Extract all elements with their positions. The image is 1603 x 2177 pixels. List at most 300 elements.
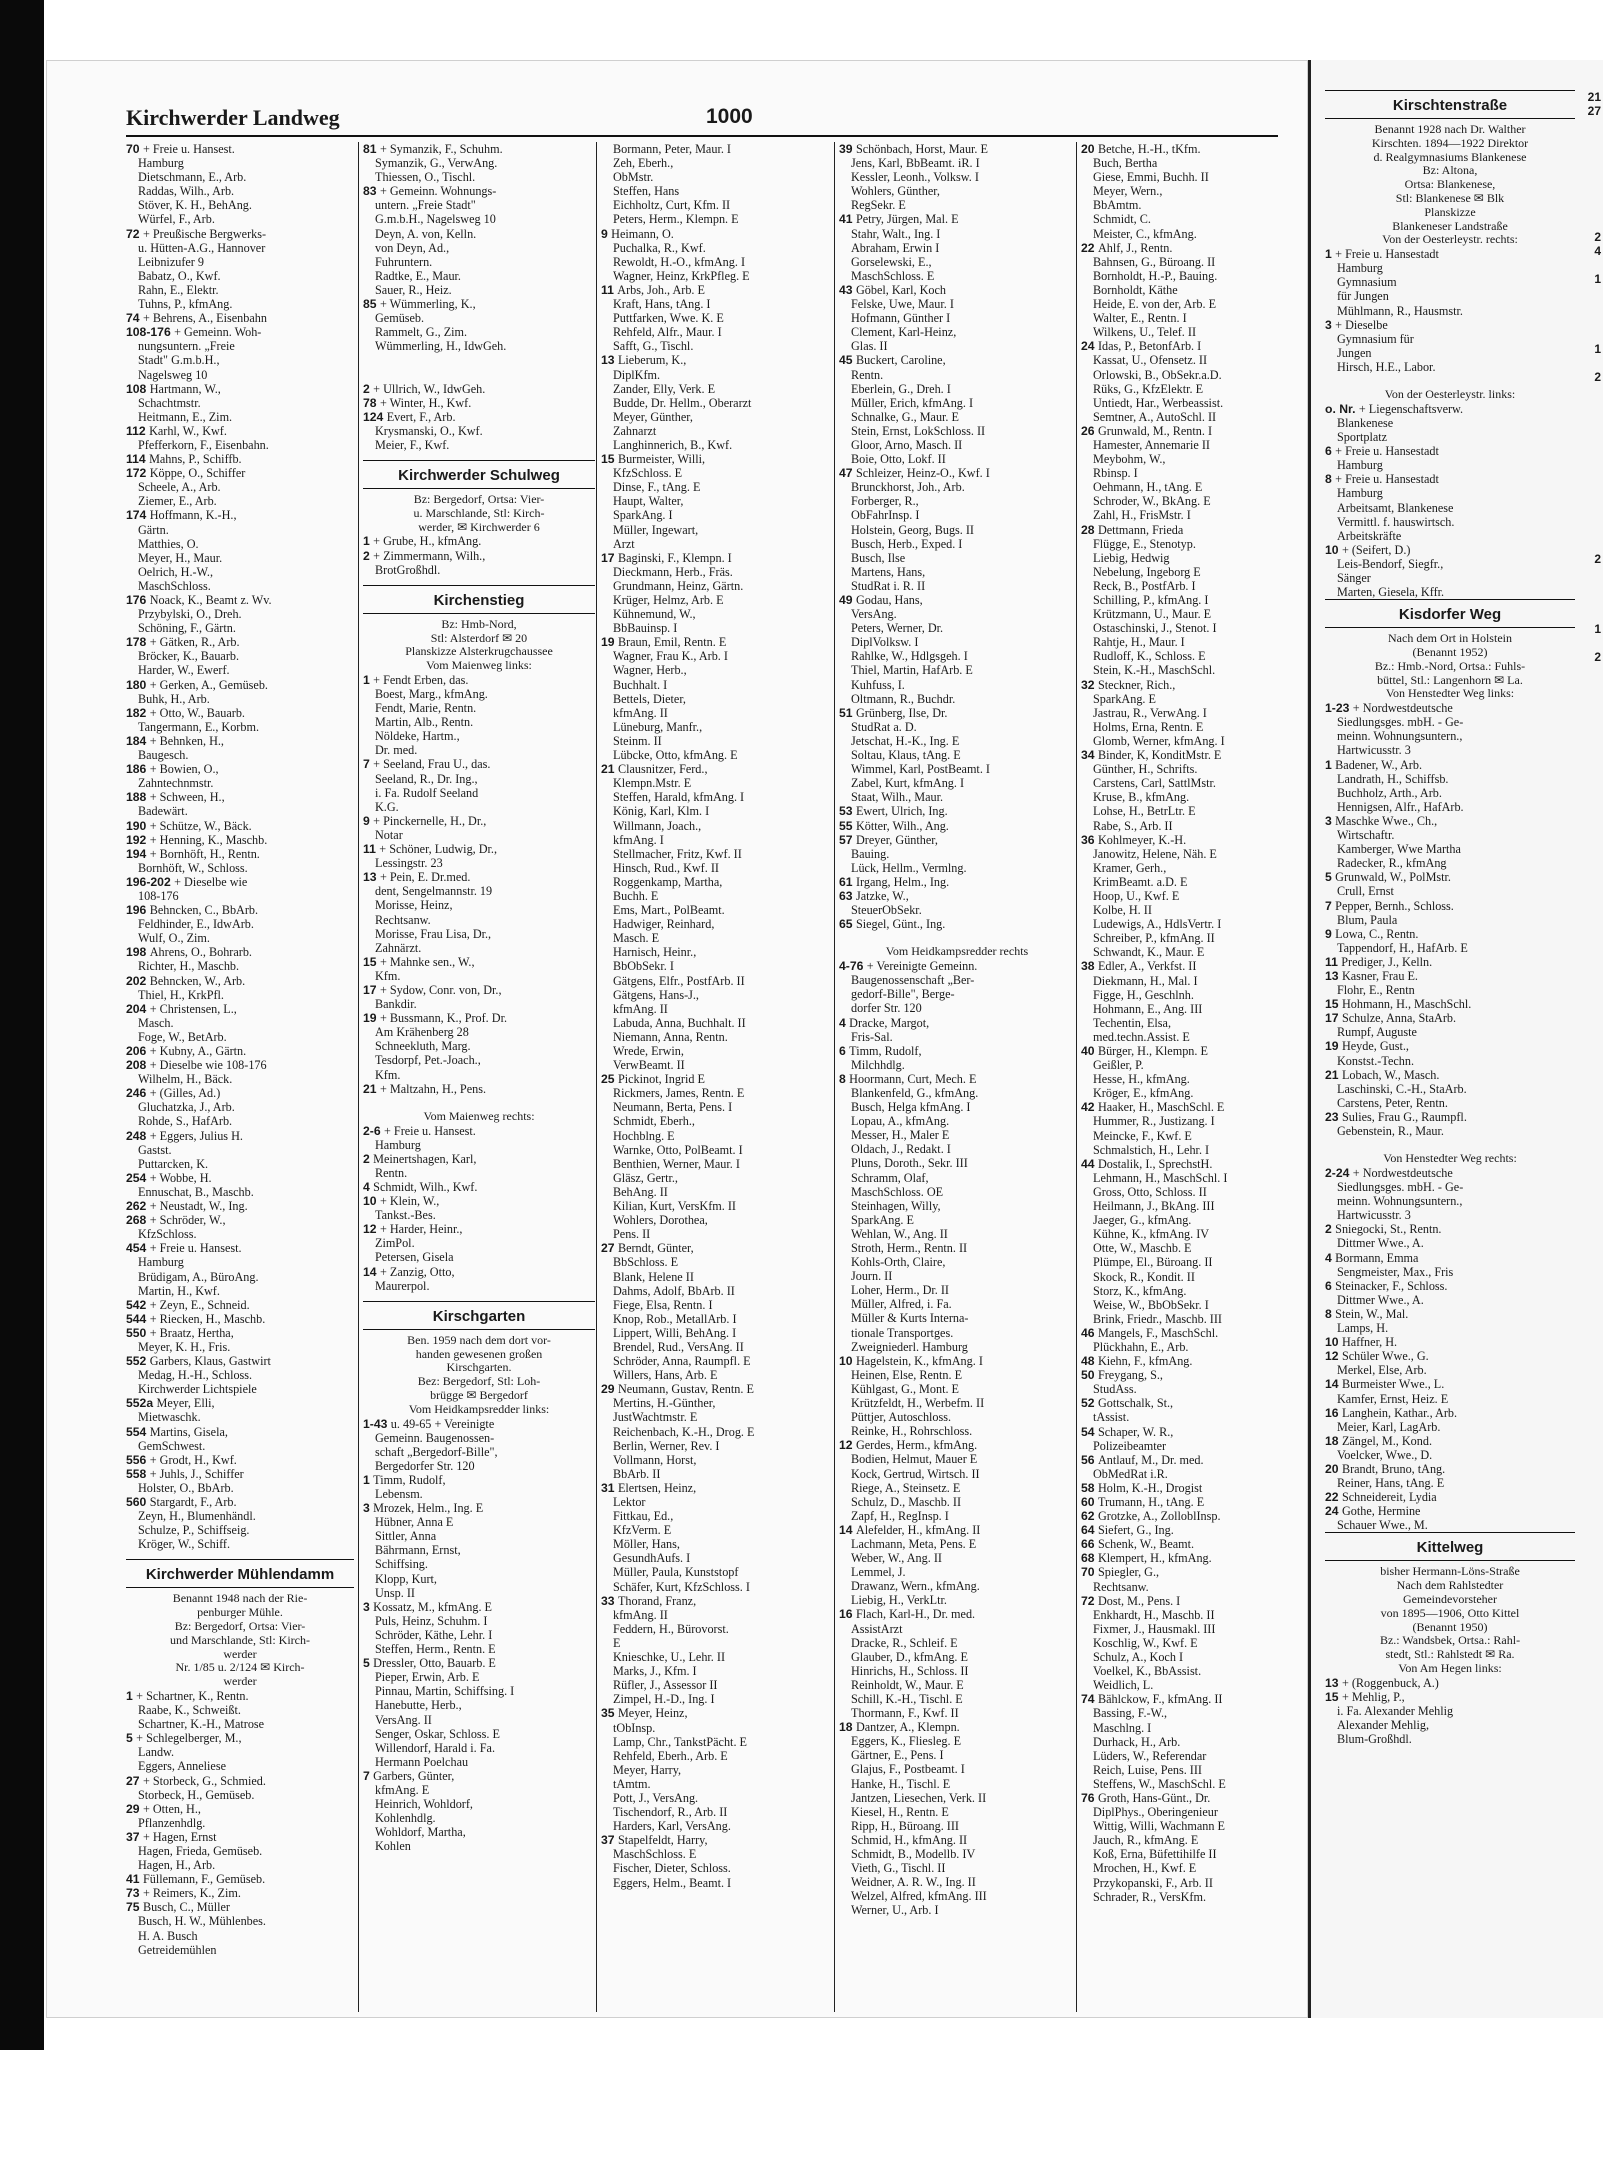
entry-text: Krützmann, U., Maur. E [1093,607,1212,622]
entry-text: + Harder, Heinr., [379,1222,463,1237]
edge-number [1581,286,1601,300]
entry-text: Voelkel, K., BbAssist. [1093,1664,1202,1679]
column-3 [596,142,833,2012]
directory-entry [601,847,833,861]
house-number: 1 [363,1472,374,1487]
entry-text: Hesse, H., kfmAng. [1093,1072,1190,1087]
house-number: 62 [1081,1509,1098,1524]
directory-entry [839,353,1075,367]
entry-text: Busch, Herb., Exped. I [851,536,963,551]
entry-text: Stargardt, F., Arb. [149,1495,237,1509]
directory-entry [601,142,833,156]
entry-text: Holm, K.-H., Drogist [1097,1480,1203,1495]
entry-text: + (Roggenbuck, A.) [1341,1675,1439,1690]
directory-entry [126,1788,354,1802]
entry-text: Stein, W., Mal. [1335,1306,1409,1321]
directory-entry [839,212,1075,226]
directory-entry [126,212,354,226]
house-number: 81 [363,142,380,156]
directory-entry [1081,227,1291,241]
entry-text: Thiel, Martin, HafArb. E [851,663,973,678]
directory-entry [363,1445,595,1459]
entry-text: + Freie u. Hansestadt [1335,472,1439,487]
entry-text: Krysmanski, O., Kwf. [375,423,483,438]
entry-text: Meier, F., Kwf. [375,437,450,452]
entry-text: Evert, F., Arb. [386,409,456,424]
house-number: 1-23 [1325,701,1353,716]
directory-entry [126,861,354,875]
entry-text: Sauer, R., Heiz. [375,282,452,297]
entry-text: Giese, Emmi, Buchh. II [1093,170,1209,185]
directory-entry [1325,1349,1575,1363]
edge-number [1581,412,1601,426]
entry-text: Mietwaschk. [138,1410,201,1425]
entry-text: Weise, W., BbObSekr. I [1093,1297,1209,1312]
entry-text: Zeh, Eberh., [613,156,674,171]
directory-entry [839,1058,1075,1072]
directory-entry [601,875,833,889]
entry-text: Timm, Rudolf, [849,1043,922,1058]
directory-entry [126,621,354,635]
directory-entry [839,1213,1075,1227]
entry-text: Schmidt, Eberh., [613,1114,695,1129]
directory-entry [601,1129,833,1143]
directory-entry [1081,1255,1291,1269]
directory-entry [1081,1157,1291,1171]
section-note: Bz: Altona, [1422,163,1478,178]
directory-entry [839,903,1075,917]
entry-text: Jens, Karl, BbBeamt. iR. I [851,156,980,171]
directory-entry [601,1016,833,1030]
directory-entry [363,1557,595,1571]
house-number: 57 [839,832,856,847]
entry-text: + Nordwestdeutsche [1352,701,1453,716]
directory-entry [601,931,833,945]
house-number: 248 [126,1128,150,1143]
directory-entry [126,974,354,988]
entry-text: Schmalstich, H., Lehr. I [1093,1142,1210,1157]
entry-text: Stadt" G.m.b.H., [138,353,220,368]
house-number: 1 [363,534,374,549]
entry-text: Grunwald, W., PolMstr. [1335,870,1451,885]
house-number: 184 [126,733,150,748]
entry-text: Abraham, Erwin I [851,240,940,255]
directory-entry [1325,571,1575,585]
entry-text: Müller & Kurts Interna- [851,1311,969,1326]
entry-text: Blank, Helene II [613,1269,694,1284]
house-number: 10 [1325,1335,1342,1350]
directory-entry [363,353,595,367]
directory-entry [839,1382,1075,1396]
entry-text: Kock, Gertrud, Wirtsch. II [851,1466,980,1481]
directory-entry [839,635,1075,649]
directory-entry [839,973,1075,987]
directory-entry [839,565,1075,579]
directory-entry [126,297,354,311]
entry-text: Zahl, H., FrisMstr. I [1093,508,1191,523]
house-number: 50 [1081,1368,1098,1383]
section-note: Stl: Blankenese ✉ Blk [1395,190,1505,205]
edge-number: 1 [1594,342,1601,356]
edge-number: 21 [1587,90,1601,104]
house-number: 21 [1325,1067,1342,1082]
entry-text: Bährmann, Ernst, [375,1543,461,1558]
entry-text: Vollmann, Horst, [613,1452,697,1467]
directory-entry [1325,1490,1575,1504]
house-number: 15 [601,452,618,467]
directory-entry [1081,579,1291,593]
entry-text: Glas. II [851,339,888,354]
entry-text: Gymnasium für [1337,331,1414,346]
house-number: 28 [1081,522,1098,537]
entry-text: Polizeibeamter [1093,1438,1167,1453]
entry-text: Pepper, Bernh., Schloss. [1335,898,1454,913]
entry-text: Kühlgast, G., Mont. E [851,1381,959,1396]
directory-entry [126,1872,354,1886]
entry-text: Puls, Heinz, Schuhm. I [375,1613,488,1628]
entry-text: Rentn. [375,1165,408,1180]
directory-entry [601,170,833,184]
entry-text: + Reimers, K., Zim. [142,1886,241,1901]
entry-text: + Pein, E. Dr.med. [379,870,471,885]
entry-text: JustWachtmstr. E [613,1410,698,1425]
entry-text: tObInsp. [613,1720,656,1735]
directory-entry [1325,969,1575,983]
directory-entry [363,563,595,577]
entry-text: Enkhardt, H., Maschb. II [1093,1607,1215,1622]
entry-text: + Klein, W., [379,1194,440,1209]
entry-text: Schnalke, G., Maur. E [851,409,959,424]
directory-entry [363,927,595,941]
entry-text: Bodien, Helmut, Mauer E [851,1452,978,1467]
entry-text: Buchholz, Arth., Arb. [1337,785,1442,800]
entry-text: Dostalik, I., SprechstH. [1097,1156,1213,1171]
directory-entry [1081,1199,1291,1213]
entry-text: u. Hütten-A.G., Hannover [138,240,266,255]
directory-entry [1081,875,1291,889]
entry-text: Ludewigs, A., HdlsVertr. I [1093,917,1222,932]
directory-entry [839,1678,1075,1692]
entry-text: Raabe, K., Schweißt. [138,1703,241,1718]
entry-text: Gemüseb. [375,311,425,326]
entry-text: + Otten, H., [142,1801,201,1816]
directory-entry [1325,1377,1575,1391]
entry-text: von Deyn, Ad., [375,240,450,255]
directory-entry [126,1044,354,1058]
directory-entry [126,1086,354,1100]
house-number: 188 [126,790,150,805]
directory-entry [839,678,1075,692]
directory-entry [1325,870,1575,884]
directory-entry [126,1467,354,1481]
edge-number [1581,496,1601,510]
entry-text: Loher, Herm., Dr. II [851,1283,949,1298]
entry-text: Pinnau, Martin, Schiffsing. I [375,1684,515,1699]
directory-entry [363,198,595,212]
house-number: 1 [1325,757,1336,772]
directory-entry [1081,382,1291,396]
entry-text: Petry, Jürgen, Mal. E [855,212,959,227]
entry-text: Masch. E [613,931,660,946]
directory-entry [601,1298,833,1312]
entry-text: Orlowski, B., ObSekr.a.D. [1093,367,1222,382]
directory-entry [1325,743,1575,757]
house-number: 16 [839,1607,856,1622]
scan-border-left [0,0,44,2050]
entry-text: + Henning, K., Maschb. [149,832,268,847]
directory-entry [126,311,354,325]
directory-entry [1081,1030,1291,1044]
entry-text: Lebensm. [375,1487,423,1501]
directory-entry [601,748,833,762]
entry-text: Schleizer, Heinz-O., Kwf. I [855,466,990,481]
entry-text: + Gemeinn. Woh- [174,325,262,340]
entry-text: + Gätken, R., Arb. [149,635,240,650]
entry-text: Schneidereit, Lydia [1341,1490,1437,1505]
house-number: 454 [126,1241,150,1256]
entry-text: Eggers, Anneliese [138,1759,226,1774]
entry-text: Konstst.-Techn. [1337,1053,1414,1068]
directory-entry [839,1481,1075,1495]
directory-entry [126,424,354,438]
directory-entry [363,156,595,170]
directory-entry [601,1185,833,1199]
directory-entry [1325,884,1575,898]
directory-entry [363,828,595,842]
entry-text: Leis-Bendorf, Siegfr., [1337,556,1444,571]
directory-entry [601,1467,833,1481]
directory-entry [1325,1068,1575,1082]
entry-text: Lübcke, Otto, kfmAng. E [613,748,738,763]
directory-entry [1325,1476,1575,1490]
directory-entry [1081,762,1291,776]
directory-entry [601,1157,833,1171]
directory-entry [839,804,1075,818]
entry-text: Püttjer, Autoschloss. [851,1410,952,1425]
entry-text: Bankdir. [375,997,417,1012]
directory-entry [363,438,595,452]
entry-text: Kohls-Orth, Claire, [851,1255,946,1270]
entry-text: + Seeland, Frau U., das. [373,757,491,772]
directory-entry [1081,1410,1291,1424]
directory-entry [1325,1166,1575,1180]
entry-text: Meinertshagen, Karl, [373,1151,477,1166]
house-number: 198 [126,945,150,960]
entry-text: Brendel, Rud., VersAng. II [613,1339,744,1354]
section-note: Ben. 1959 nach dem dort vor- [407,1332,551,1347]
directory-entry [839,1283,1075,1297]
directory-entry [839,1156,1075,1170]
entry-text: Hinrichs, H., Schloss. II [851,1663,969,1678]
directory-entry [1081,959,1291,973]
directory-entry [1081,212,1291,226]
directory-entry [1081,198,1291,212]
house-number: 204 [126,1001,150,1016]
entry-text: Lehmann, H., MaschSchl. I [1093,1170,1228,1185]
directory-entry [126,1114,354,1128]
entry-text: Gastst. [138,1142,172,1157]
entry-text: Schüler Wwe., G. [1341,1349,1429,1364]
entry-text: Sengmeister, Max., Fris [1337,1264,1454,1279]
page-header [126,105,1278,137]
house-number: 37 [601,1833,618,1848]
directory-entry [839,480,1075,494]
directory-entry [1081,494,1291,508]
entry-text: Mahns, P., Schiffb. [149,452,242,467]
directory-entry [1081,945,1291,959]
directory-entry [839,184,1075,198]
entry-text: untern. „Freie Stadt" [375,198,476,213]
directory-columns [126,142,1278,2012]
directory-entry [126,1858,354,1872]
entry-text: Langhein, Kathar., Arb. [1341,1405,1458,1420]
house-number: 40 [1081,1044,1098,1058]
entry-text: Hamester, Annemarie II [1093,437,1210,452]
entry-text: Safft, G., Tischl. [613,339,694,354]
entry-text: VersAng. II [375,1712,432,1727]
entry-text: MaschSchloss. E [613,1847,697,1862]
house-number: 21 [363,1081,380,1096]
directory-entry [601,861,833,875]
edge-number [1581,202,1601,216]
edge-number [1581,510,1601,524]
directory-entry [1081,1382,1291,1396]
entry-text: Alefelder, H., kfmAng. II [855,1522,981,1537]
directory-entry [839,1072,1075,1086]
entry-text: Wulf, O., Zim. [138,931,210,946]
entry-text: Grünberg, Ilse, Dr. [855,705,948,720]
entry-text: Müller, Erich, kfmAng. I [851,395,974,410]
column-2 [358,142,595,2012]
entry-text: Wümmerling, H., IdwGeh. [375,339,507,354]
edge-number [1581,538,1601,552]
directory-entry [126,678,354,692]
directory-entry [126,847,354,861]
directory-entry [1081,1664,1291,1678]
entry-text: Sittler, Anna [375,1529,437,1544]
entry-text: + Bussmann, K., Prof. Dr. [379,1011,508,1026]
section-note: stedt, Stl.: Rahlstedt ✉ Ra. [1385,1647,1515,1662]
entry-text: Sniegocki, St., Rentn. [1335,1222,1442,1237]
entry-text: Tischendorf, R., Arb. II [613,1805,728,1820]
directory-entry [839,1086,1075,1100]
entry-text: + Freie u. Hansest. [142,142,235,156]
house-number: 206 [126,1044,150,1058]
directory-entry [1325,1504,1575,1518]
entry-text: Grunwald, M., Rentn. I [1097,423,1213,438]
directory-entry [601,1791,833,1805]
directory-entry [839,579,1075,593]
directory-entry [1325,318,1575,332]
entry-text: Drawanz, Wern., kfmAng. [851,1579,980,1594]
entry-text: ZimPol. [375,1236,415,1251]
entry-text: Stellmacher, Fritz, Kwf. II [613,846,742,861]
entry-text: Knieschke, U., Lehr. II [613,1650,726,1665]
entry-text: Budde, Dr. Hellm., Oberarzt [613,395,752,410]
directory-entry [1081,1890,1291,1904]
entry-text: + Pinckernelle, H., Dr., [373,813,487,828]
directory-entry [1325,955,1575,969]
directory-entry [126,508,354,522]
entry-text: Braun, Emil, Rentn. E [617,635,727,650]
house-number: 556 [126,1452,150,1467]
entry-text: + Bowien, O., [149,762,219,777]
entry-text: Brandt, Bruno, tAng. [1341,1461,1446,1476]
directory-entry [601,1721,833,1735]
directory-entry [126,1368,354,1382]
house-number: 112 [126,423,150,438]
directory-entry [1081,635,1291,649]
directory-entry [126,1453,354,1467]
house-number: 194 [126,846,150,861]
house-number: 31 [601,1480,618,1495]
entry-text: kfmAng. II [613,1001,668,1016]
directory-entry [363,870,595,884]
entry-text: Bauing. [851,846,890,861]
directory-entry [601,1439,833,1453]
house-number: 174 [126,508,150,523]
directory-entry [839,156,1075,170]
entry-text: + Otto, W., Bauarb. [149,705,245,720]
house-number: 108-176 [126,325,175,340]
entry-text: Sportplatz [1337,430,1388,445]
directory-entry [839,1692,1075,1706]
entry-text: Fiege, Elsa, Rentn. I [613,1297,713,1312]
directory-entry [1325,1082,1575,1096]
entry-text: Kilian, Kurt, VersKfm. II [613,1199,736,1214]
entry-text: + Schween, H., [149,790,225,805]
entry-text: kfmAng. II [613,1607,668,1622]
directory-entry [1325,1011,1575,1025]
entry-text: VerwBeamt. II [613,1058,685,1073]
entry-text: + Maltzahn, H., Pens. [379,1081,487,1096]
entry-text: tAssist. [1093,1410,1130,1425]
house-number: 6 [839,1043,850,1058]
directory-entry [839,959,1075,973]
directory-entry [839,1030,1075,1044]
directory-entry [363,1543,595,1557]
house-number: 20 [1081,142,1098,156]
directory-entry [363,715,595,729]
entry-text: Gebenstein, R., Maur. [1337,1124,1444,1139]
entry-text: Rechtsanw. [1093,1579,1149,1594]
edge-number [1581,160,1601,174]
directory-entry [1325,529,1575,543]
directory-entry [1325,1279,1575,1293]
section-note: Bz.: Hmb.-Nord, Ortsa.: Fuhls- [1374,658,1526,673]
entry-text: Siedlungsges. mbH. - Ge- [1337,715,1464,730]
entry-text: Müller, Ingewart, [613,522,699,537]
entry-text: Heinrich, Wohldorf, [375,1797,473,1812]
directory-entry [1081,1213,1291,1227]
entry-text: Stöver, K. H., BehAng. [138,198,252,213]
entry-text: Müller, Alfred, i. Fa. [851,1297,952,1312]
directory-entry [1325,585,1575,599]
directory-entry [1081,1622,1291,1636]
directory-page-left [46,60,1308,2018]
entry-text: Antlauf, M., Dr. med. [1097,1452,1204,1467]
directory-entry [601,1650,833,1664]
entry-text: Welzel, Alfred, kfmAng. III [851,1889,987,1904]
directory-entry [1081,1495,1291,1509]
section-note: werder [223,1646,257,1661]
house-number: 4 [839,1015,850,1030]
directory-entry [363,1501,595,1515]
entry-text: K.G. [375,799,399,814]
entry-text: + (Seifert, D.) [1341,542,1411,557]
entry-text: Meyer, Günther, [613,409,693,424]
directory-entry [126,255,354,269]
